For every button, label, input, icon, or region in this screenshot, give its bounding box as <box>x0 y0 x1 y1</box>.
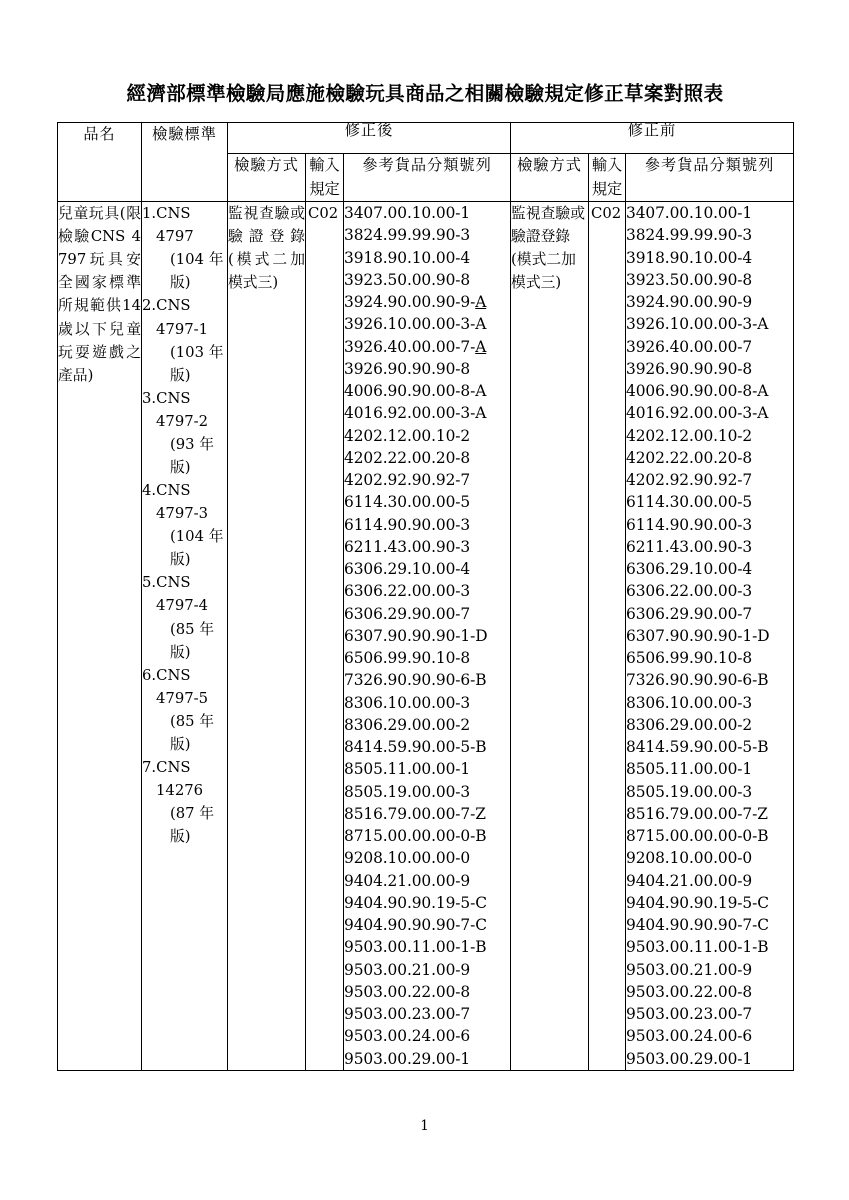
classification-code-value: 8306.10.00.00-3 <box>626 693 753 712</box>
classification-code-value: 8505.19.00.00-3 <box>626 782 753 801</box>
classification-code-item <box>626 1003 793 1025</box>
standard-item-name: CNS 4797-5 <box>156 666 209 707</box>
classification-code-item <box>344 781 510 803</box>
header-after-classification-ref: 參考貨品分類號列 <box>344 154 511 202</box>
classification-code-item <box>344 469 510 491</box>
classification-code-item <box>344 825 510 847</box>
classification-code-item <box>344 425 510 447</box>
before-import-regulation-text: C02 <box>591 205 622 223</box>
classification-code-value: 4016.92.00.00-3-A <box>626 404 769 423</box>
standard-item-name: CNS 4797-4 <box>156 574 209 615</box>
classification-code-item <box>626 425 793 447</box>
before-classification-code-list <box>626 202 793 1070</box>
header-group-after: 修正後 <box>228 123 511 154</box>
standard-item-version: (103 年版) <box>170 343 224 384</box>
standard-item-number: 5. <box>142 574 157 592</box>
classification-code-item <box>626 892 793 914</box>
classification-code-value: 8306.29.00.00-2 <box>626 715 753 734</box>
page-title: 經濟部標準檢驗局應施檢驗玩具商品之相關檢驗規定修正草案對照表 <box>126 82 724 105</box>
standard-item <box>142 571 227 663</box>
classification-code-item <box>626 647 793 669</box>
standard-item-name: CNS 14276 <box>156 759 204 800</box>
classification-code-item <box>626 936 793 958</box>
standard-item-number: 3. <box>142 389 157 407</box>
classification-code-item <box>344 669 510 691</box>
classification-code-item <box>626 847 793 869</box>
classification-code-item <box>344 1048 510 1070</box>
classification-code-item <box>626 625 793 647</box>
classification-code-value: 8505.11.00.00-1 <box>344 760 471 779</box>
classification-code-item <box>344 1003 510 1025</box>
classification-code-item <box>626 469 793 491</box>
classification-code-item <box>626 336 793 358</box>
classification-code-item <box>626 714 793 736</box>
classification-code-item <box>344 514 510 536</box>
classification-code-value: 6306.29.90.00-7 <box>344 604 471 623</box>
classification-code-item <box>626 313 793 335</box>
classification-code-item <box>626 758 793 780</box>
classification-code-value: 6114.30.00.00-5 <box>626 493 753 512</box>
classification-code-value: 3926.10.00.00-3-A <box>626 315 769 334</box>
standard-item-name: CNS 4797 <box>156 205 194 246</box>
classification-code-value: 8715.00.00.00-0-B <box>626 827 769 846</box>
classification-code-item <box>344 1025 510 1047</box>
classification-code-item <box>344 736 510 758</box>
header-product-name: 品名 <box>58 123 142 202</box>
classification-code-value: 3824.99.99.90-3 <box>344 226 471 245</box>
standard-item <box>142 202 227 294</box>
classification-code-item <box>344 269 510 291</box>
classification-code-item <box>344 959 510 981</box>
standard-item-version: (104 年版) <box>170 251 224 292</box>
table-row <box>58 202 794 1071</box>
classification-code-value: 6211.43.00.90-3 <box>626 537 753 556</box>
classification-code-item <box>626 914 793 936</box>
standard-item <box>142 387 227 479</box>
classification-code-value: 4202.12.00.10-2 <box>344 426 471 445</box>
classification-code-item <box>626 981 793 1003</box>
classification-code-item <box>344 870 510 892</box>
classification-code-item <box>626 803 793 825</box>
classification-code-value: 3918.90.10.00-4 <box>344 248 471 267</box>
classification-code-value: 4016.92.00.00-3-A <box>344 404 487 423</box>
cell-after-classification-codes <box>344 202 511 1071</box>
classification-code-value: 4202.22.00.20-8 <box>344 448 471 467</box>
header-after-import-regulation <box>306 154 344 202</box>
classification-code-value: 6506.99.90.10-8 <box>626 649 753 668</box>
classification-code-item <box>344 625 510 647</box>
classification-code-value: 9503.00.22.00-8 <box>626 982 753 1001</box>
classification-code-value: 9503.00.11.00-1-B <box>626 938 769 957</box>
after-classification-code-list <box>344 202 510 1070</box>
cell-before-classification-codes <box>626 202 794 1071</box>
classification-code-value: 8306.29.00.00-2 <box>344 715 471 734</box>
header-after-inspection-method: 檢驗方式 <box>228 154 306 202</box>
classification-code-value: 4202.22.00.20-8 <box>626 448 753 467</box>
classification-code-value: 8505.11.00.00-1 <box>626 760 753 779</box>
cell-product-name <box>58 202 142 1071</box>
classification-code-value: 9208.10.00.00-0 <box>626 849 753 868</box>
classification-code-item <box>626 669 793 691</box>
classification-code-item <box>344 291 510 313</box>
standard-item-version: (104 年版) <box>170 528 224 569</box>
classification-code-value: 9503.00.23.00-7 <box>626 1005 753 1024</box>
classification-code-value: 3926.90.90.90-8 <box>344 359 471 378</box>
classification-code-item <box>344 224 510 246</box>
classification-code-value: 6114.30.00.00-5 <box>344 493 471 512</box>
classification-code-item <box>626 269 793 291</box>
standard-item-version: (85 年版) <box>170 712 215 753</box>
cell-before-import-regulation <box>589 202 626 1071</box>
classification-code-value: 9503.00.29.00-1 <box>626 1049 753 1068</box>
classification-code-value: 3924.90.00.90-9 <box>626 293 753 312</box>
classification-code-inserted-suffix: A <box>475 293 487 312</box>
classification-code-value: 9404.90.90.90-7-C <box>344 916 487 935</box>
classification-code-value: 9404.90.90.19-5-C <box>626 893 769 912</box>
classification-code-item <box>344 647 510 669</box>
cell-before-inspection-method <box>511 202 589 1071</box>
classification-code-item <box>344 914 510 936</box>
header-before-import-regulation-line1: 輸入 <box>591 156 623 174</box>
classification-code-item <box>344 313 510 335</box>
classification-code-value: 4202.12.00.10-2 <box>626 426 753 445</box>
classification-code-value: 3924.90.00.90-9- <box>344 293 476 312</box>
cell-after-import-regulation <box>306 202 344 1071</box>
classification-code-item <box>344 847 510 869</box>
classification-code-value: 6306.22.00.00-3 <box>626 582 753 601</box>
standard-item-number: 1. <box>142 205 157 223</box>
classification-code-item <box>626 536 793 558</box>
classification-code-value: 8516.79.00.00-7-Z <box>626 804 768 823</box>
classification-code-item <box>626 380 793 402</box>
classification-code-item <box>344 402 510 424</box>
standard-item-number: 4. <box>142 482 157 500</box>
standard-item-number: 2. <box>142 297 157 315</box>
classification-code-item <box>344 247 510 269</box>
classification-code-item <box>344 380 510 402</box>
classification-code-item <box>626 603 793 625</box>
classification-code-value: 8516.79.00.00-7-Z <box>344 804 486 823</box>
classification-code-value: 6114.90.90.00-3 <box>344 515 471 534</box>
classification-code-value: 7326.90.90.90-6-B <box>626 671 769 690</box>
classification-code-item <box>626 580 793 602</box>
standard-item <box>142 664 227 756</box>
classification-code-value: 8715.00.00.00-0-B <box>344 827 487 846</box>
standard-item-name: CNS 4797-1 <box>156 297 209 338</box>
classification-code-value: 9404.21.00.00-9 <box>626 871 753 890</box>
classification-code-item <box>626 202 793 224</box>
classification-code-item <box>344 714 510 736</box>
classification-code-item <box>626 959 793 981</box>
classification-code-value: 9503.00.24.00-6 <box>626 1027 753 1046</box>
classification-code-item <box>626 1025 793 1047</box>
standard-item-number: 6. <box>142 666 157 684</box>
classification-code-item <box>344 803 510 825</box>
classification-code-value: 6306.29.10.00-4 <box>626 560 753 579</box>
classification-code-value: 8505.19.00.00-3 <box>344 782 471 801</box>
comparison-table <box>57 122 794 1071</box>
standard-item-name: CNS 4797-2 <box>156 389 209 430</box>
standard-item-number: 7. <box>142 759 157 776</box>
classification-code-value: 6114.90.90.00-3 <box>626 515 753 534</box>
classification-code-item <box>344 491 510 513</box>
standard-item-version: (87 年版) <box>170 805 215 846</box>
classification-code-value: 8414.59.90.00-5-B <box>344 738 487 757</box>
classification-code-item <box>626 514 793 536</box>
page-number: 1 <box>420 1118 429 1134</box>
classification-code-item <box>626 781 793 803</box>
classification-code-value: 9503.00.23.00-7 <box>344 1005 471 1024</box>
classification-code-value: 3926.90.90.90-8 <box>626 359 753 378</box>
cell-after-inspection-method <box>228 202 306 1071</box>
classification-code-inserted-suffix: A <box>475 337 487 356</box>
classification-code-item <box>626 224 793 246</box>
classification-code-value: 3407.00.10.00-1 <box>626 204 753 223</box>
classification-code-item <box>344 758 510 780</box>
classification-code-value: 3926.40.00.00-7 <box>626 337 753 356</box>
standard-item <box>142 479 227 571</box>
classification-code-value: 6306.29.90.00-7 <box>626 604 753 623</box>
classification-code-value: 9404.90.90.90-7-C <box>626 916 769 935</box>
header-before-classification-ref: 參考貨品分類號列 <box>626 154 794 202</box>
classification-code-item <box>626 1048 793 1070</box>
classification-code-value: 9404.90.90.19-5-C <box>344 893 487 912</box>
classification-code-item <box>626 558 793 580</box>
classification-code-item <box>344 892 510 914</box>
classification-code-value: 6307.90.90.90-1-D <box>626 626 770 645</box>
classification-code-value: 9503.00.22.00-8 <box>344 982 471 1001</box>
classification-code-value: 6307.90.90.90-1-D <box>344 626 488 645</box>
product-name-text: 兒童玩具(限檢驗CNS 4797玩具安全國家標準所規範供14歲以下兒童玩耍遊戲之產品) <box>58 205 141 384</box>
classification-code-value: 9503.00.21.00-9 <box>344 960 471 979</box>
classification-code-value: 3918.90.10.00-4 <box>626 248 753 267</box>
after-inspection-method-text: 監視查驗或驗證登錄(模式二加模式三) <box>228 205 305 292</box>
header-inspection-standard: 檢驗標準 <box>142 123 228 202</box>
classification-code-item <box>344 447 510 469</box>
classification-code-value: 3824.99.99.90-3 <box>626 226 753 245</box>
after-import-regulation-text: C02 <box>308 205 339 223</box>
classification-code-item <box>344 580 510 602</box>
classification-code-value: 3407.00.10.00-1 <box>344 204 471 223</box>
classification-code-value: 9208.10.00.00-0 <box>344 849 471 868</box>
table-header <box>58 123 794 202</box>
classification-code-item <box>626 402 793 424</box>
classification-code-item <box>626 692 793 714</box>
standard-item-version: (85 年版) <box>170 620 215 661</box>
standard-item-name: CNS 4797-3 <box>156 482 209 523</box>
classification-code-value: 9503.00.11.00-1-B <box>344 938 487 957</box>
classification-code-value: 3926.40.00.00-7- <box>344 337 476 356</box>
classification-code-value: 9503.00.29.00-1 <box>344 1049 471 1068</box>
standard-item <box>142 756 227 848</box>
classification-code-item <box>626 358 793 380</box>
header-before-import-regulation-line2: 規定 <box>591 179 623 198</box>
classification-code-value: 3923.50.00.90-8 <box>626 270 753 289</box>
classification-code-value: 7326.90.90.90-6-B <box>344 671 487 690</box>
classification-code-item <box>344 692 510 714</box>
standards-list <box>142 202 227 848</box>
classification-code-value: 9404.21.00.00-9 <box>344 871 471 890</box>
classification-code-value: 6306.29.10.00-4 <box>344 560 471 579</box>
classification-code-value: 6506.99.90.10-8 <box>344 649 471 668</box>
classification-code-item <box>344 936 510 958</box>
classification-code-item <box>626 447 793 469</box>
classification-code-item <box>344 536 510 558</box>
classification-code-value: 6306.22.00.00-3 <box>344 582 471 601</box>
classification-code-item <box>344 358 510 380</box>
table-header-row-groups <box>58 123 794 154</box>
classification-code-item <box>626 291 793 313</box>
classification-code-value: 9503.00.21.00-9 <box>626 960 753 979</box>
header-after-import-regulation-line1: 輸入 <box>309 156 340 174</box>
classification-code-item <box>626 825 793 847</box>
classification-code-item <box>626 491 793 513</box>
classification-code-value: 6211.43.00.90-3 <box>344 537 471 556</box>
classification-code-value: 9503.00.24.00-6 <box>344 1027 471 1046</box>
classification-code-item <box>626 870 793 892</box>
classification-code-item <box>344 336 510 358</box>
classification-code-value: 3926.10.00.00-3-A <box>344 315 487 334</box>
classification-code-value: 4006.90.90.00-8-A <box>344 382 487 401</box>
standard-item-version: (93 年版) <box>170 435 215 476</box>
classification-code-value: 8306.10.00.00-3 <box>344 693 471 712</box>
classification-code-value: 3923.50.00.90-8 <box>344 270 471 289</box>
table-body <box>58 202 794 1071</box>
classification-code-value: 4202.92.90.92-7 <box>626 471 753 490</box>
classification-code-value: 4202.92.90.92-7 <box>344 471 471 490</box>
before-inspection-method-text: 監視查驗或驗證登錄(模式二加模式三) <box>511 205 586 292</box>
classification-code-item <box>344 603 510 625</box>
classification-code-value: 4006.90.90.00-8-A <box>626 382 769 401</box>
classification-code-item <box>626 247 793 269</box>
standard-item <box>142 294 227 386</box>
classification-code-item <box>344 558 510 580</box>
classification-code-item <box>344 202 510 224</box>
cell-inspection-standard <box>142 202 228 1071</box>
classification-code-item <box>344 981 510 1003</box>
classification-code-item <box>626 736 793 758</box>
classification-code-value: 8414.59.90.00-5-B <box>626 738 769 757</box>
header-before-inspection-method: 檢驗方式 <box>511 154 589 202</box>
header-group-before: 修正前 <box>511 123 794 154</box>
header-after-import-regulation-line2: 規定 <box>309 179 340 198</box>
header-before-import-regulation <box>589 154 626 202</box>
